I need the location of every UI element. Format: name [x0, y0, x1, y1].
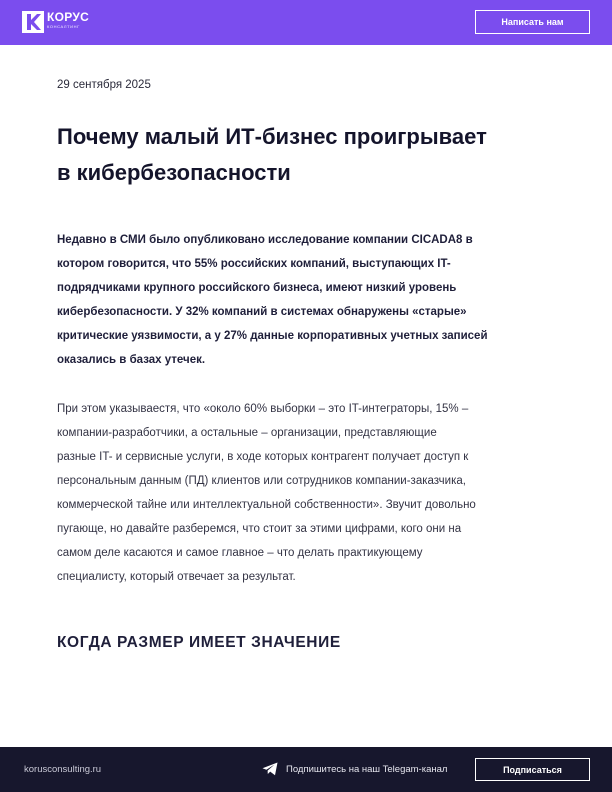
body-line: компании-разработчики, а остальные – организации, представляющие	[57, 427, 437, 439]
logo-name: КОРУС	[47, 10, 90, 24]
body-line: самом деле касаются и самое главное – что делать практикующему	[57, 547, 423, 559]
footer-bar	[0, 747, 612, 792]
body-line: коммерческой тайне или интеллектуальной собственности». Звучит довольно	[57, 499, 476, 511]
lead-line: котором говорится, что 55% российских компаний, выступающих IT-	[57, 258, 451, 270]
body-line: пугающе, но давайте разберемся, что стоит за этими цифрами, кого они на	[57, 523, 462, 535]
lead-line: Недавно в СМИ было опубликовано исследование компании CICADA8 в	[57, 234, 473, 246]
article-date: 29 сентября 2025	[57, 79, 151, 91]
top-header	[0, 0, 612, 45]
write-us-button[interactable]: Написать нам	[475, 10, 590, 34]
lead-line: кибербезопасности. У 32% компаний в системах обнаружены «старые»	[57, 306, 467, 318]
article-lead	[57, 228, 557, 372]
article-body	[57, 397, 557, 589]
site-link[interactable]: korusconsulting.ru	[24, 764, 102, 775]
article-title-line: в кибербезопасности	[57, 160, 291, 185]
section-heading: КОГДА РАЗМЕР ИМЕЕТ ЗНАЧЕНИЕ	[57, 634, 341, 651]
logo-subtitle: КОНСАЛТИНГ	[47, 24, 80, 29]
body-line: персональным данным (ПД) клиентов или сотрудников компании-заказчика,	[57, 475, 466, 487]
article-title	[57, 119, 567, 191]
lead-line: критические уязвимости, а у 27% данные корпоративных учетных записей	[57, 330, 488, 342]
korus-logo-icon	[22, 11, 44, 33]
lead-line: оказались в базах утечек.	[57, 354, 206, 366]
subscribe-button[interactable]: Подписаться	[475, 758, 590, 781]
body-line: разные IT- и сервисные услуги, в ходе которых контрагент получает доступ к	[57, 451, 469, 463]
body-line: специалисту, который отвечает за результат.	[57, 571, 296, 583]
lead-line: подрядчиками крупного российского бизнеса, имеют низкий уровень	[57, 282, 457, 294]
telegram-icon[interactable]	[262, 762, 278, 776]
body-line: При этом указываестя, что «около 60% выборки – это IT-интеграторы, 15% –	[57, 403, 469, 415]
telegram-subscribe-link[interactable]: Подпишитесь на наш Telegam-канал	[286, 764, 448, 775]
article-title-line: Почему малый ИТ-бизнес проигрывает	[57, 124, 487, 149]
korus-logo[interactable]	[22, 11, 89, 33]
